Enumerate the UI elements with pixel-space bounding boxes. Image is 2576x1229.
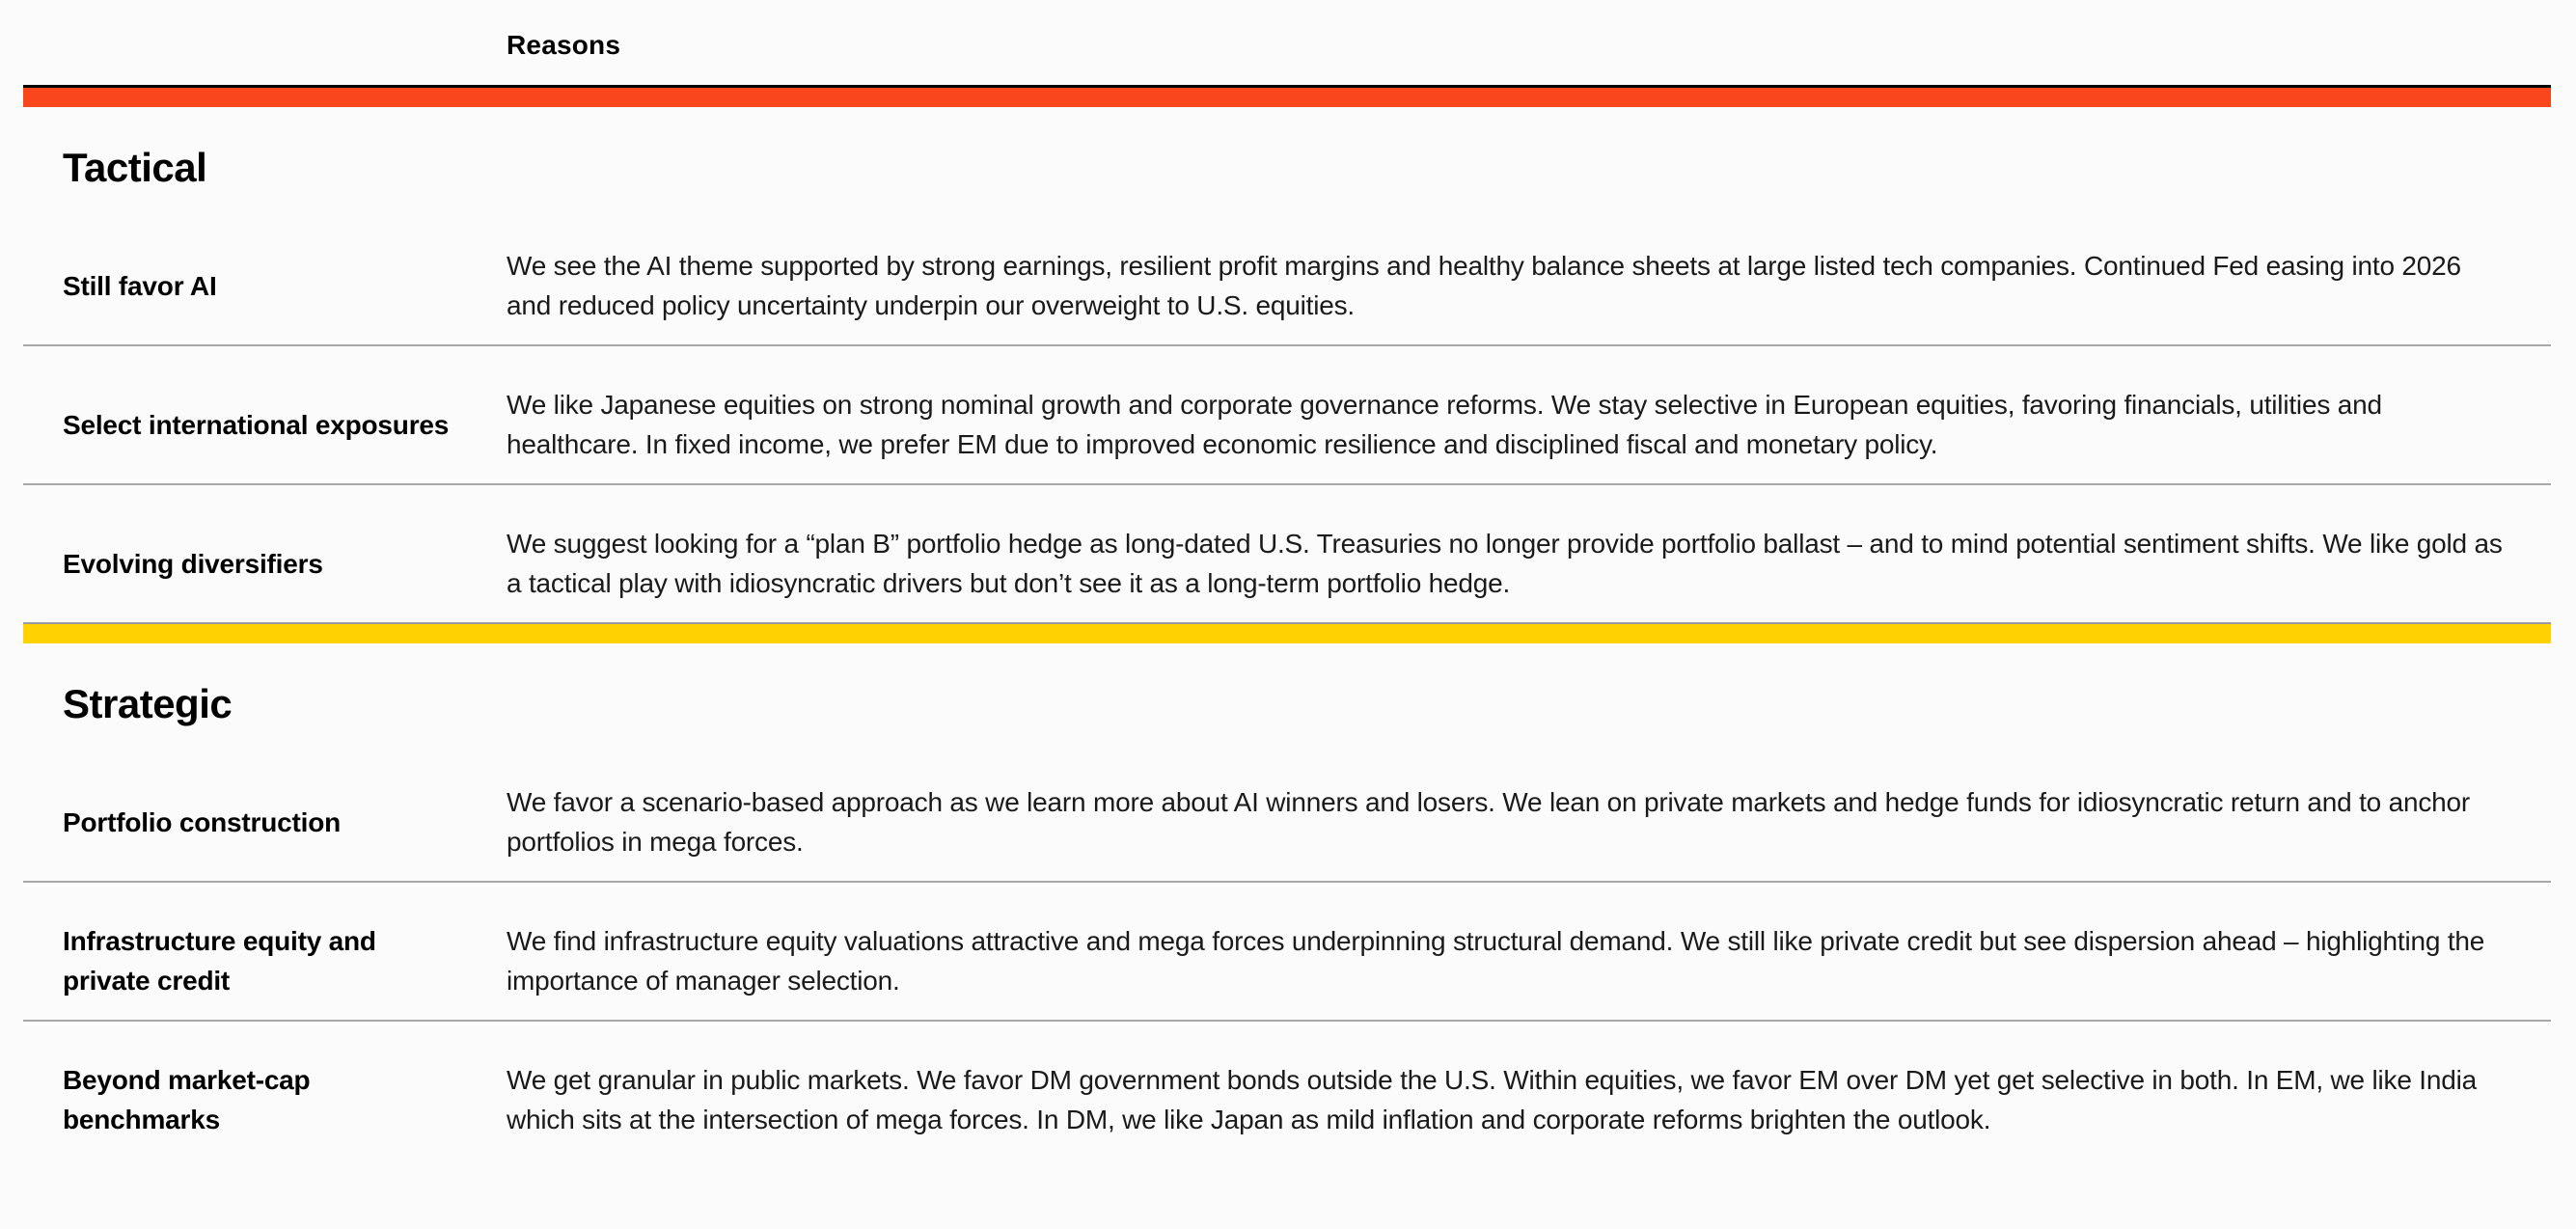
table-row	[23, 207, 2551, 344]
tactical-section-title: Tactical	[63, 145, 207, 190]
reasons-column-header: Reasons	[507, 30, 621, 60]
row-label: Evolving diversifiers	[63, 548, 323, 579]
strategic-section-title: Strategic	[63, 681, 233, 726]
section-strategic	[23, 622, 2551, 1159]
row-reason: We find infrastructure equity valuations attractive and mega forces underpinning structural demand. We still like private credit but see dispersion ahead – highlighting the importance of manager selection.	[507, 926, 2485, 996]
row-label: Infrastructure equity and private credit	[63, 926, 376, 996]
table-header-row	[23, 0, 2551, 88]
table-row	[23, 744, 2551, 881]
tactical-rows	[23, 207, 2551, 622]
table-row	[23, 344, 2551, 483]
strategic-rows	[23, 744, 2551, 1159]
section-tactical	[23, 88, 2551, 622]
table-content	[23, 0, 2551, 1159]
table-row	[23, 483, 2551, 622]
row-reason: We favor a scenario-based approach as we learn more about AI winners and losers. We lean on private markets and hedge funds for idiosyncratic return and to anchor portfolios in mega forces.	[507, 787, 2471, 857]
table-row	[23, 1020, 2551, 1159]
row-reason: We see the AI theme supported by strong earnings, resilient profit margins and healthy balance sheets at large listed tech companies. Continued Fed easing into 2026 and reduced policy uncertainty underpin our overweight to U.S. equities.	[507, 251, 2461, 320]
row-label: Still favor AI	[63, 270, 217, 301]
row-reason: We like Japanese equities on strong nominal growth and corporate governance reforms. We stay selective in European equities, favoring financials, utilities and healthcare. In fixed income, we prefer EM due to improved economic resilience and disciplined fiscal and monetary policy.	[507, 390, 2382, 459]
row-label: Select international exposures	[63, 409, 450, 440]
strategic-section-bar	[23, 622, 2551, 643]
row-reason: We suggest looking for a “plan B” portfolio hedge as long-dated U.S. Treasuries no longer provide portfolio ballast – and to mind potential sentiment shifts. We like gold as a tactical play with idiosyncratic drivers but don’t see it as a long-term portfolio hedge.	[507, 529, 2503, 598]
tactical-section-bar	[23, 88, 2551, 107]
row-label: Beyond market-cap benchmarks	[63, 1065, 311, 1134]
row-label: Portfolio construction	[63, 806, 342, 837]
row-reason: We get granular in public markets. We favor DM government bonds outside the U.S. Within equities, we favor EM over DM yet get selective in both. In EM, we like India which sits at the intersection of mega forces. In DM, we like Japan as mild inflation and corporate reforms brighten the outlook.	[507, 1065, 2478, 1134]
table-row	[23, 881, 2551, 1020]
